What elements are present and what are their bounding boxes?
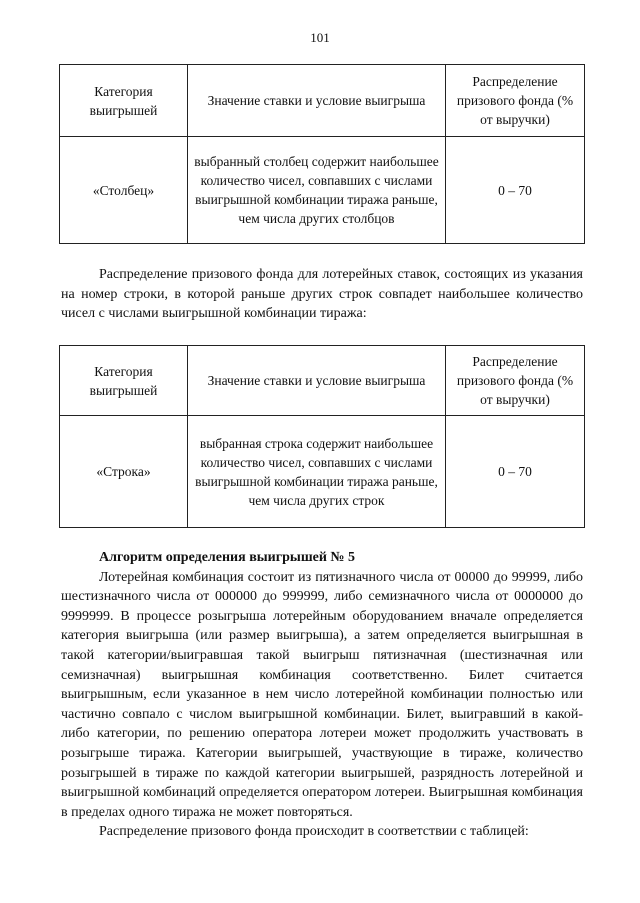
prize-table-column xyxy=(59,64,585,244)
cell-condition: выбранная строка содержит наибольшее количество чисел, совпавших с числами выигрышной комбинации тиража раньше, чем числа других строк xyxy=(188,416,446,528)
table-row xyxy=(60,416,585,528)
header-distribution: Распределение призового фонда (% от выручки) xyxy=(446,65,585,137)
paragraph-row-distribution xyxy=(61,265,583,324)
header-condition: Значение ставки и условие выигрыша xyxy=(188,346,446,416)
cell-condition: выбранный столбец содержит наибольшее количество чисел, совпавших с числами выигрышной комбинации тиража раньше, чем числа других столбцов xyxy=(188,137,446,244)
cell-category: «Строка» xyxy=(60,416,188,528)
table-header-row xyxy=(60,65,585,137)
table-row xyxy=(60,137,585,244)
section-paragraph: Лотерейная комбинация состоит из пятизначного числа от 00000 до 99999, либо шестизначного числа от 000000 до 999999, либо семизначного числа от 0000000 до 9999999. В процессе розыгрыша лотерейным оборудованием вначале определяется категория выигрыша (или размер выигрыша), а затем определяется выигрышная в такой категории/выигравшая такой выигрыш пятизначная (шестизначная или семизначная) выигрышная комбинация соответственно. Билет считается выигрышным, если указанное в нем число лотерейной комбинации полностью или частично совпало с числом выигрышной комбинации. Билет, выигравший в какой-либо категории, по решению оператора лотереи может продолжить участвовать в розыгрыше тиража. Категории выигрышей, участвующие в тираже, количество розыгрышей в тираже по каждой категории выигрышей, разрядность лотерейной и выигрышной комбинаций определяется оператором лотереи. Выигрышная комбинация в пределах одного тиража не может повторяться. xyxy=(61,569,583,820)
section-algorithm-5 xyxy=(61,548,583,842)
header-category: Категория выигрышей xyxy=(60,65,188,137)
cell-distribution: 0 – 70 xyxy=(446,416,585,528)
paragraph-text: Распределение призового фонда для лотерейных ставок, состоящих из указания на номер строки, в которой раньше других строк совпадет наибольшее количество чисел с числами выигрышной комбинации тиража: xyxy=(61,267,583,322)
prize-table-row xyxy=(59,345,585,528)
section-heading: Алгоритм определения выигрышей № 5 xyxy=(99,550,355,565)
cell-category: «Столбец» xyxy=(60,137,188,244)
header-condition: Значение ставки и условие выигрыша xyxy=(188,65,446,137)
table-header-row xyxy=(60,346,585,416)
page-number: 101 xyxy=(310,30,330,45)
header-distribution: Распределение призового фонда (% от выручки) xyxy=(446,346,585,416)
section-closing: Распределение призового фонда происходит в соответствии с таблицей: xyxy=(99,824,529,840)
cell-distribution: 0 – 70 xyxy=(446,137,585,244)
header-category: Категория выигрышей xyxy=(60,346,188,416)
